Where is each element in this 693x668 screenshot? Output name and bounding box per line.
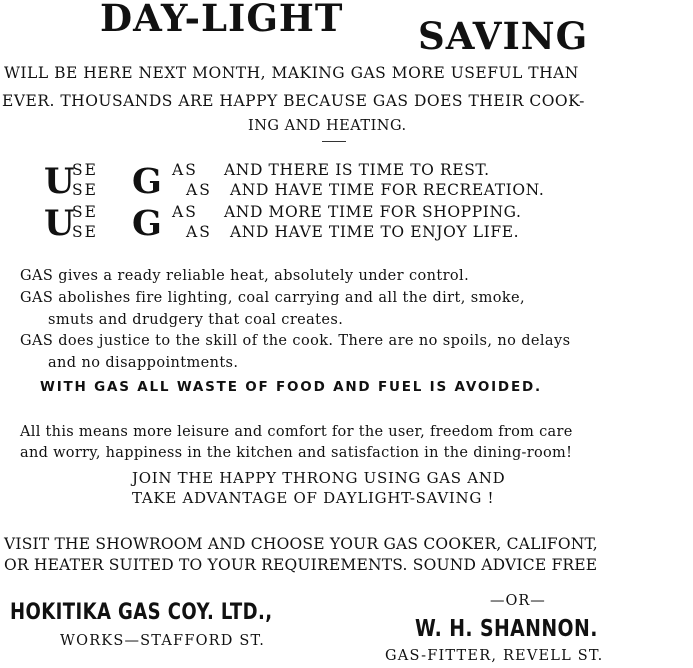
join-line-1: JOIN THE HAPPY THRONG USING GAS AND — [132, 469, 506, 487]
big-letter-g: G — [132, 203, 162, 244]
waste-avoided-line: WITH GAS ALL WASTE OF FOOD AND FUEL IS AVOIDED. — [40, 379, 542, 395]
use-gas-phrase: AND MORE TIME FOR SHOPPING. — [224, 203, 522, 221]
leisure-line-1: All this means more leisure and comfort for the user, freedom from care — [20, 424, 573, 440]
join-line-2: TAKE ADVANTAGE OF DAYLIGHT-SAVING ! — [132, 489, 495, 507]
intro-line-1: WILL BE HERE NEXT MONTH, MAKING GAS MORE USEFUL THAN — [4, 64, 579, 82]
small-as: AS — [186, 181, 212, 199]
visit-line-2: OR HEATER SUITED TO YOUR REQUIREMENTS. SOUND ADVICE FREE — [4, 556, 598, 574]
headline-day-light: DAY-LIGHT — [100, 0, 344, 40]
intro-line-3: ING AND HEATING. — [248, 118, 407, 134]
use-gas-phrase: AND HAVE TIME TO ENJOY LIFE. — [230, 223, 520, 241]
small-as: AS — [186, 223, 212, 241]
small-se: SE — [72, 223, 98, 241]
headline-saving: SAVING — [418, 14, 589, 58]
intro-line-2: EVER. THOUSANDS ARE HAPPY BECAUSE GAS DOES THEIR COOK- — [2, 92, 585, 110]
hokitika-gas-coy-name: HOKITIKA GAS COY. LTD., — [10, 600, 273, 625]
small-se: SE — [72, 181, 98, 199]
big-letter-u: U — [44, 161, 75, 202]
visit-line-1: VISIT THE SHOWROOM AND CHOOSE YOUR GAS COOKER, CALIFONT, — [4, 535, 598, 553]
use-gas-phrase: AND THERE IS TIME TO REST. — [224, 161, 490, 179]
gas-line-5: and no disappointments. — [48, 355, 239, 371]
section-divider — [322, 141, 346, 142]
small-se: SE — [72, 203, 98, 221]
small-as: AS — [172, 161, 198, 179]
gas-fitter-address: GAS-FITTER, REVELL ST. — [385, 648, 604, 664]
gas-line-3: smuts and drudgery that coal creates. — [48, 312, 344, 328]
or-separator: —OR— — [490, 593, 546, 609]
small-se: SE — [72, 161, 98, 179]
big-letter-u: U — [44, 203, 75, 244]
leisure-line-2: and worry, happiness in the kitchen and satisfaction in the dining-room! — [20, 445, 573, 461]
gas-line-4: GAS does justice to the skill of the cook. There are no spoils, no delays — [20, 333, 571, 349]
shannon-name: W. H. SHANNON. — [415, 616, 598, 642]
big-letter-g: G — [132, 161, 162, 202]
gas-line-1: GAS gives a ready reliable heat, absolutely under control. — [20, 268, 470, 284]
works-address: WORKS—STAFFORD ST. — [60, 633, 266, 649]
gas-line-2: GAS abolishes fire lighting, coal carrying and all the dirt, smoke, — [20, 290, 526, 306]
small-as: AS — [172, 203, 198, 221]
use-gas-phrase: AND HAVE TIME FOR RECREATION. — [230, 181, 545, 199]
use-gas-block-2 — [44, 202, 684, 252]
